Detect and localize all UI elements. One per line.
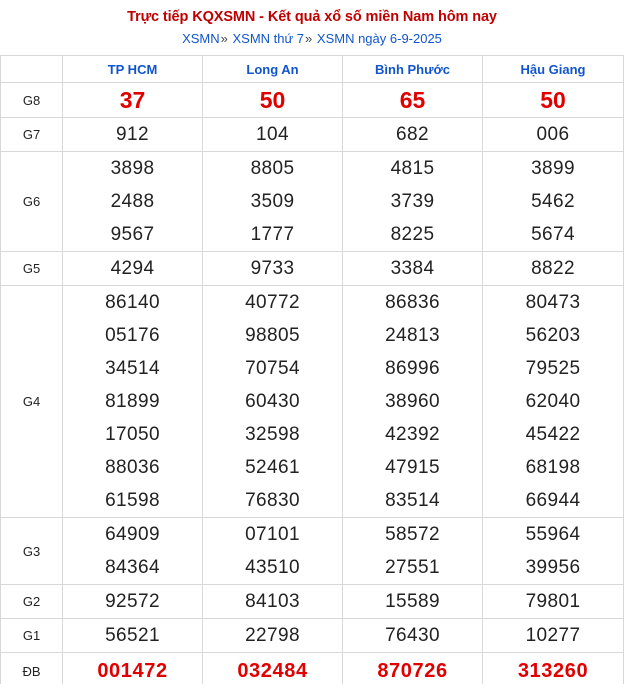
prize-number-cell: 8822 <box>483 252 624 286</box>
prize-number: 2488 <box>110 191 155 212</box>
prize-number-group <box>343 152 482 251</box>
prize-number: 43510 <box>245 557 300 578</box>
prize-number-group <box>203 286 342 517</box>
prize-number-cell: 682 <box>343 118 483 152</box>
prize-number-cell: 76430 <box>343 619 483 653</box>
prize-number-cell <box>203 286 343 518</box>
header-province-binhphuoc <box>343 56 483 83</box>
prize-number-cell <box>63 152 203 252</box>
prize-number-cell <box>63 286 203 518</box>
prize-number-cell: 001472 <box>63 653 203 690</box>
prize-number-cell: 912 <box>63 118 203 152</box>
prize-number: 86140 <box>105 292 160 313</box>
prize-number-cell: 10277 <box>483 619 624 653</box>
prize-number-cell <box>343 286 483 518</box>
prize-label: G5 <box>1 252 63 286</box>
prize-number: 60430 <box>245 391 300 412</box>
prize-number: 55964 <box>525 524 581 545</box>
prize-number: 8805 <box>250 158 295 179</box>
prize-number: 58572 <box>385 524 440 545</box>
prize-number: 62040 <box>525 391 581 412</box>
table-row <box>1 252 624 286</box>
prize-number: 88036 <box>105 457 160 478</box>
table-header <box>1 56 624 83</box>
prize-number-cell: 3384 <box>343 252 483 286</box>
prize-number: 5674 <box>531 224 575 245</box>
prize-number-group <box>343 286 482 517</box>
prize-number-cell <box>203 152 343 252</box>
prize-number-group <box>343 518 482 584</box>
prize-number: 3898 <box>110 158 155 179</box>
table-row <box>1 286 624 518</box>
prize-number-cell: 870726 <box>343 653 483 690</box>
prize-number: 8225 <box>390 224 435 245</box>
page-header <box>0 0 624 49</box>
prize-number: 47915 <box>385 457 440 478</box>
prize-number-cell <box>343 152 483 252</box>
prize-number-group <box>483 286 623 517</box>
prize-number-cell: 65 <box>343 83 483 118</box>
prize-number-group <box>483 518 623 584</box>
prize-number-cell: 104 <box>203 118 343 152</box>
prize-label: ĐB <box>1 653 63 690</box>
prize-number-cell: 9733 <box>203 252 343 286</box>
breadcrumb-item-date[interactable]: XSMN ngày 6-9-2025 <box>316 31 442 46</box>
breadcrumb <box>0 29 624 49</box>
prize-number: 05176 <box>105 325 160 346</box>
prize-number-group <box>63 518 202 584</box>
breadcrumb-separator-1: » <box>220 31 228 46</box>
prize-number-group <box>483 152 623 251</box>
prize-number: 24813 <box>385 325 440 346</box>
prize-number: 4815 <box>390 158 435 179</box>
prize-number: 39956 <box>525 557 581 578</box>
prize-label: G6 <box>1 152 63 252</box>
prize-number: 56203 <box>525 325 581 346</box>
prize-label: G4 <box>1 286 63 518</box>
prize-number: 32598 <box>245 424 300 445</box>
prize-number-cell: 032484 <box>203 653 343 690</box>
prize-number: 86836 <box>385 292 440 313</box>
prize-number: 17050 <box>105 424 160 445</box>
prize-number: 52461 <box>245 457 300 478</box>
header-province-haugiang <box>483 56 624 83</box>
prize-number-group <box>203 518 342 584</box>
prize-number: 83514 <box>385 490 440 511</box>
prize-number: 07101 <box>245 524 300 545</box>
prize-number-cell <box>63 518 203 585</box>
table-row <box>1 619 624 653</box>
prize-number-group <box>203 152 342 251</box>
table-row <box>1 152 624 252</box>
prize-number: 42392 <box>385 424 440 445</box>
prize-number-group <box>63 152 202 251</box>
prize-number-cell: 50 <box>483 83 624 118</box>
province-link-haugiang[interactable]: Hậu Giang <box>520 61 586 77</box>
prize-label: G3 <box>1 518 63 585</box>
prize-number: 3899 <box>531 158 575 179</box>
prize-number: 64909 <box>105 524 160 545</box>
prize-number: 70754 <box>245 358 300 379</box>
prize-number: 80473 <box>525 292 581 313</box>
table-body <box>1 83 624 690</box>
table-row <box>1 518 624 585</box>
prize-number-cell <box>203 518 343 585</box>
prize-number: 84364 <box>105 557 160 578</box>
prize-label: G2 <box>1 585 63 619</box>
prize-number-cell: 50 <box>203 83 343 118</box>
prize-number: 27551 <box>385 557 440 578</box>
bottom-spacer <box>0 684 624 696</box>
header-province-longan <box>203 56 343 83</box>
breadcrumb-item-xsmn[interactable]: XSMN <box>182 31 220 46</box>
prize-number-cell: 15589 <box>343 585 483 619</box>
header-province-tphcm <box>63 56 203 83</box>
prize-number: 3739 <box>390 191 435 212</box>
prize-number: 34514 <box>105 358 160 379</box>
prize-number: 76830 <box>245 490 300 511</box>
province-link-binhphuoc[interactable]: Bình Phước <box>375 61 450 77</box>
prize-number: 9567 <box>110 224 155 245</box>
prize-number-cell: 006 <box>483 118 624 152</box>
prize-number: 5462 <box>531 191 575 212</box>
prize-number: 98805 <box>245 325 300 346</box>
prize-number-cell: 92572 <box>63 585 203 619</box>
prize-number: 79525 <box>525 358 581 379</box>
prize-number: 40772 <box>245 292 300 313</box>
prize-label: G8 <box>1 83 63 118</box>
prize-label: G1 <box>1 619 63 653</box>
prize-number-cell: 56521 <box>63 619 203 653</box>
prize-number-cell: 22798 <box>203 619 343 653</box>
prize-number: 66944 <box>525 490 581 511</box>
lottery-result-table <box>0 55 624 690</box>
prize-number: 38960 <box>385 391 440 412</box>
province-link-tphcm[interactable]: TP HCM <box>107 61 158 77</box>
breadcrumb-separator-2: » <box>305 31 313 46</box>
prize-number: 81899 <box>105 391 160 412</box>
breadcrumb-item-xsmn-thu-7[interactable]: XSMN thứ 7 <box>232 31 305 46</box>
prize-number-cell <box>483 286 624 518</box>
prize-number: 61598 <box>105 490 160 511</box>
prize-number-cell <box>483 152 624 252</box>
prize-number-cell: 313260 <box>483 653 624 690</box>
table-row <box>1 118 624 152</box>
prize-label: G7 <box>1 118 63 152</box>
prize-number-cell <box>483 518 624 585</box>
table-row <box>1 585 624 619</box>
prize-number: 45422 <box>525 424 581 445</box>
header-prize-column <box>1 56 63 83</box>
prize-number: 3509 <box>250 191 295 212</box>
prize-number-cell: 4294 <box>63 252 203 286</box>
prize-number-cell: 79801 <box>483 585 624 619</box>
page-title: Trực tiếp KQXSMN - Kết quả xổ số miền Nam hôm nay <box>127 9 497 25</box>
prize-number-group <box>63 286 202 517</box>
prize-number-cell <box>343 518 483 585</box>
prize-number-cell: 37 <box>63 83 203 118</box>
prize-number: 68198 <box>525 457 581 478</box>
table-row <box>1 83 624 118</box>
prize-number: 1777 <box>250 224 295 245</box>
province-link-longan[interactable]: Long An <box>246 61 299 77</box>
prize-number-cell: 84103 <box>203 585 343 619</box>
prize-number: 86996 <box>385 358 440 379</box>
table-header-row <box>1 56 624 83</box>
